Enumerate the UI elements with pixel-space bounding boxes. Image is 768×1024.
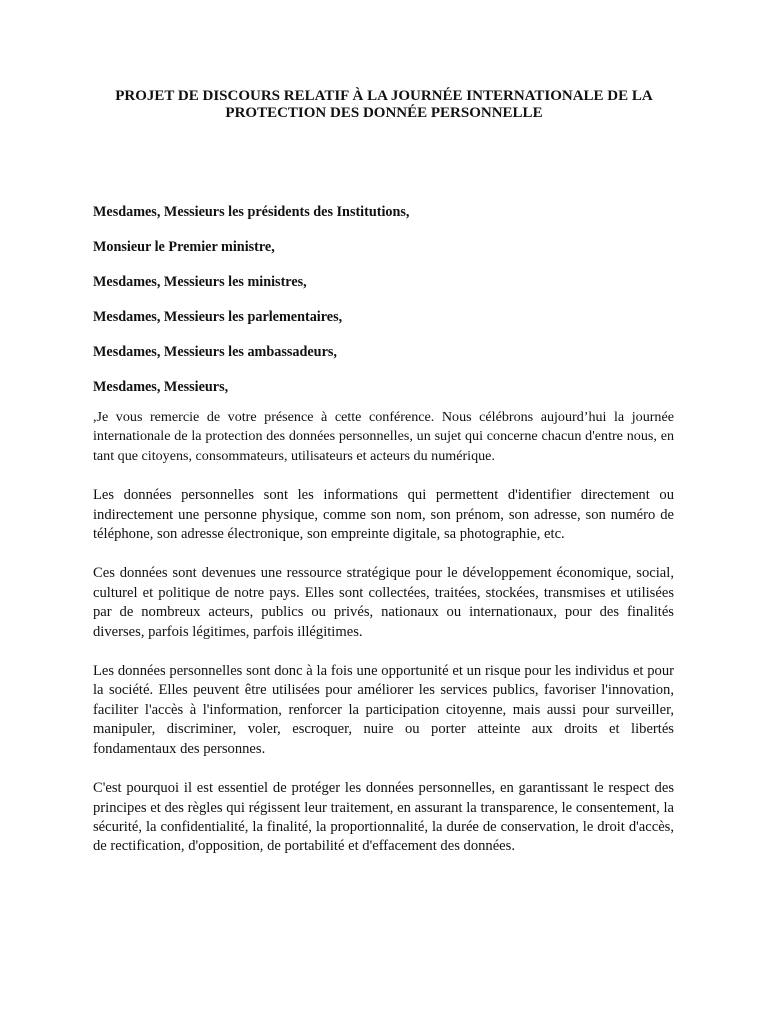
body-paragraph: ,Je vous remercie de votre présence à cette conférence. Nous célébrons aujourd’hui la journée internationale de la protection des données personnelles, un sujet qui concerne chacun d'entre nous, en tant que citoyens, consommateurs, utilisateurs et acteurs du numérique. xyxy=(93,409,674,464)
salutation-line: Monsieur le Premier ministre, xyxy=(93,239,275,255)
salutation-line: Mesdames, Messieurs les ambassadeurs, xyxy=(93,344,337,360)
body-paragraph: Ces données sont devenues une ressource stratégique pour le développement économique, social, culturel et politique de notre pays. Elles sont collectées, traitées, stockées, transmises et utilisées par de nombreux acteurs, publics ou privés, nationaux ou internationaux, pour des finalités diverses, parfois légitimes, parfois illégitimes. xyxy=(93,565,674,640)
document-title xyxy=(96,88,672,122)
salutations-block xyxy=(93,203,683,413)
salutation-line: Mesdames, Messieurs les parlementaires, xyxy=(93,309,343,325)
body-paragraph: Les données personnelles sont donc à la fois une opportunité et un risque pour les individus et pour la société. Elles peuvent être utilisées pour améliorer les services publics, favoriser l'innovation, faciliter l'accès à l'information, renforcer la participation citoyenne, mais aussi pour surveiller, manipuler, discriminer, voler, escroquer, nuire ou porter atteinte aux droits et libertés fondamentaux des personnes. xyxy=(93,663,674,757)
title-line-2: PROTECTION DES DONNÉE PERSONNELLE xyxy=(225,105,543,121)
salutation-line: Mesdames, Messieurs les présidents des Institutions, xyxy=(93,204,410,220)
title-line-1: PROJET DE DISCOURS RELATIF À LA JOURNÉE INTERNATIONALE DE LA xyxy=(115,88,653,104)
salutation-line: Mesdames, Messieurs, xyxy=(93,379,229,395)
body-paragraph: Les données personnelles sont les informations qui permettent d'identifier directement ou indirectement une personne physique, comme son nom, son prénom, son adresse, son numéro de téléphone, son adresse électronique, son empreinte digitale, sa photographie, etc. xyxy=(93,487,674,543)
salutation-line: Mesdames, Messieurs les ministres, xyxy=(93,274,307,290)
speech-body xyxy=(93,408,674,877)
body-paragraph: C'est pourquoi il est essentiel de protéger les données personnelles, en garantissant le respect des principes et des règles qui régissent leur traitement, en assurant la transparence, le consentement, la sécurité, la confidentialité, la finalité, la proportionnalité, la durée de conservation, le droit d'accès, de rectification, d'opposition, de portabilité et d'effacement des données. xyxy=(93,780,674,855)
